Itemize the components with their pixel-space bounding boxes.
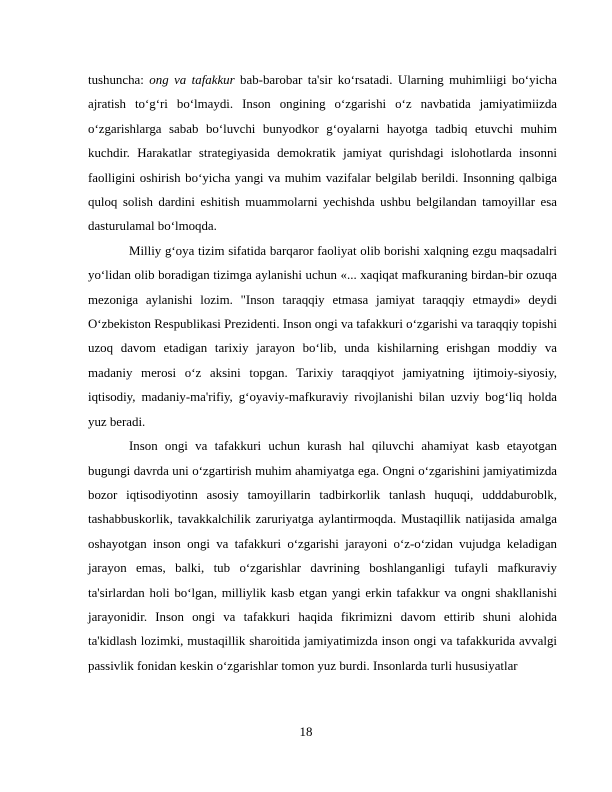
paragraph-3: Inson ongi va tafakkuri uchun kurash hal qiluvchi ahamiyat kasb etayotgan bugungi davrda uni oʻzgartirish muhim ahamiyatga ega. Ongni oʻzgarishini jamiyatimizda bozor iqtisodiyotinn asosiy tamoyillarin tadbirkorlik tanlash huquqi, udddaburoblk, tashabbuskorlik, tavakkalchilik zaruriyatga aylantirmoqda. Mustaqillik natijasida amalga oshayotgan inson ongi va tafakkuri oʻzgarishi jarayoni oʻz-oʻzidan vujudga keladigan jarayon emas, balki, tub oʻzgarishlar davrining boshlanganligi tufayli mafkuraviy ta'sirlardan holi boʻlgan, milliylik kasb etgan yangi erkin tafakkur va ongni shakllanishi jarayonidir. Inson ongi va tafakkuri haqida fikrimizni davom ettirib shuni alohida ta'kidlash lozimki, mustaqillik sharoitida jamiyatimizda inson ongi va tafakkurida avvalgi passivlik fonidan keskin oʻzgarishlar tomon yuz burdi. Insonlarda turli hususiyatlar [88,439,557,673]
paragraph-1-emphasis: ong va tafakkur [149,73,235,87]
page-number: 18 [299,725,313,739]
paragraph-2: Milliy gʻoya tizim sifatida barqaror faoliyat olib borishi xalqning ezgu maqsadalri yoʻlidan olib boradigan tizimga aylanishi uchun «... xaqiqat mafkuraning birdan-bir ozuqa mezoniga aylanishi lozim. "Inson taraqqiy etmasa jamiyat taraqqiy etmaydi» deydi Oʻzbekiston Respublikasi Prezidenti. Inson ongi va tafakkuri oʻzgarishi va taraqqiy topishi uzoq davom etadigan tarixiy jarayon boʻlib, unda kishilarning erishgan moddiy va madaniy merosi oʻz aksini topgan. Tarixiy taraqqiyot jamiyatning ijtimoiy-siyosiy, iqtisodiy, madaniy-ma'rifiy, gʻoyaviy-mafkuraviy rivojlanishi bilan uzviy bogʻliq holda yuz beradi. [88,243,557,429]
paragraph-1 [88,68,557,239]
paragraph-1-body: bab-barobar ta'sir koʻrsatadi. Ularning muhimliigi boʻyicha ajratish toʻgʻri boʻlmaydi. Inson ongining oʻzgarishi oʻz navbatida jamiyatimiizda oʻzgarishlarga sabab boʻluvchi bunyodkor gʻoyalarni hayotga tadbiq etuvchi muhim kuchdir. Harakatlar strategiyasida demokratik jamiyat qurishdagi islohotlarda insonni faolligini oshirish boʻyicha yangi va muhim vazifalar belgilab berildi. Insonning qalbiga quloq solish dardini eshitish muammolarni yechishda ushbu belgilandan tamoyillar esa dasturulamal boʻlmoqda. [88,73,557,234]
paragraph-1-lead: tushuncha: [88,73,150,87]
document-page [88,68,557,678]
